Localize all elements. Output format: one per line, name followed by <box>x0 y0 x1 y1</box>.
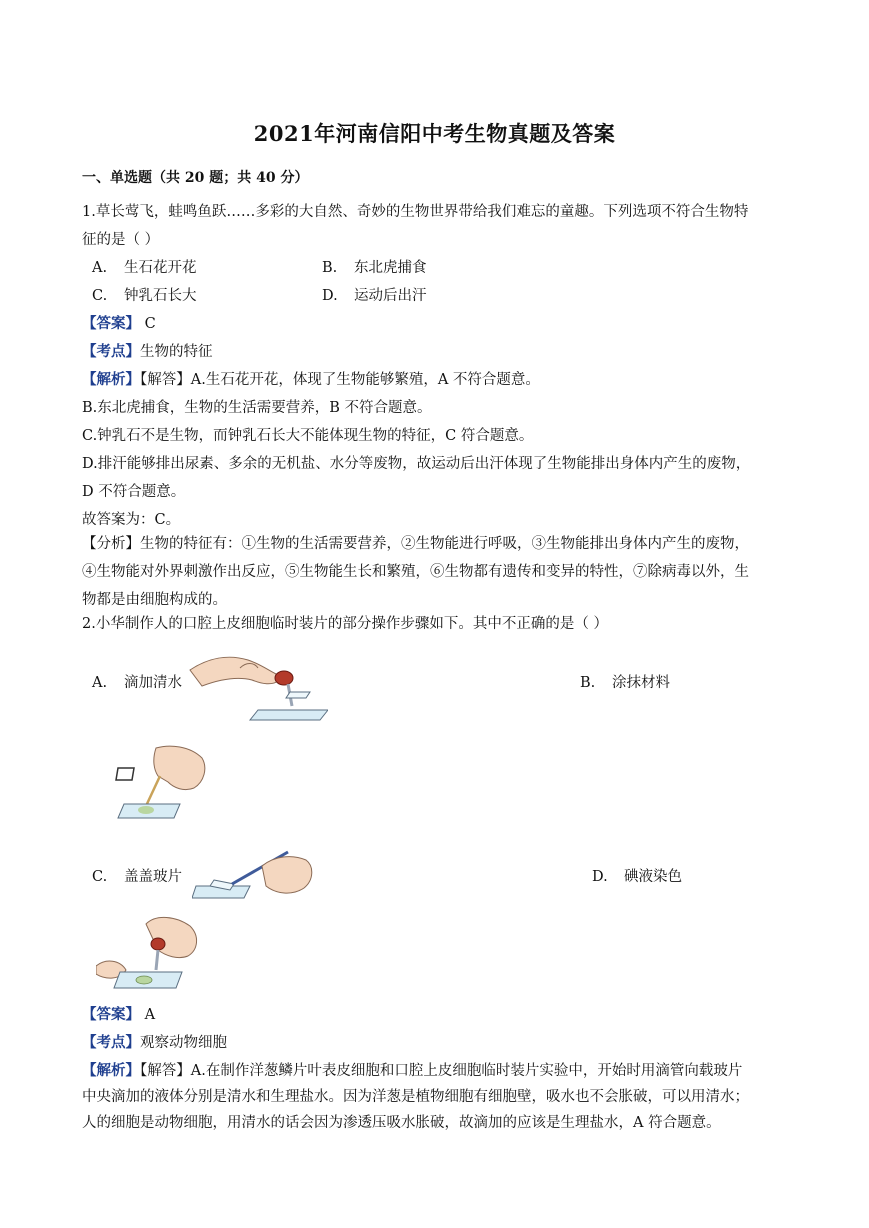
option-text: 涂抹材料 <box>612 675 670 691</box>
point-tag: 【考点】 <box>82 343 140 360</box>
q2-analysis-line2: 中央滴加的液体分别是清水和生理盐水。因为洋葱是植物细胞有细胞壁，吸水也不会胀破，可以用清水； <box>82 1089 749 1105</box>
q1-stem-line1: 1.草长莺飞，蛙鸣鱼跃……多彩的大自然、奇妙的生物世界带给我们难忘的童趣。下列选项不符合生物特 <box>82 204 749 220</box>
analysis-text: 【解答】A.生石花开花，体现了生物能够繁殖，A 不符合题意。 <box>140 372 540 388</box>
answer-tag: 【答案】 <box>82 1006 140 1023</box>
answer-value: C <box>140 316 156 332</box>
option-letter: C. <box>92 869 108 885</box>
q1-point <box>82 341 782 363</box>
answer-value: A <box>140 1007 156 1023</box>
point-value: 生物的特征 <box>140 344 213 360</box>
q2-option-b <box>580 672 670 694</box>
option-letter: D. <box>592 869 608 885</box>
q1-option-b <box>322 257 427 279</box>
q1-analysis-line7: 【分析】生物的特征有：①生物的生活需要营养，②生物能进行呼吸，③生物能排出身体内产生的废物， <box>82 536 749 552</box>
option-text: 运动后出汗 <box>354 288 427 304</box>
option-letter: C. <box>92 288 108 304</box>
option-letter: D. <box>322 288 338 304</box>
q1-analysis-line4: D.排汗能够排出尿素、多余的无机盐、水分等废物，故运动后出汗体现了生物能排出身体内产生的废物， <box>82 456 751 472</box>
option-letter: A. <box>92 675 108 691</box>
option-text: 生石花开花 <box>124 260 197 276</box>
q1-analysis-line6: 故答案为：C。 <box>82 512 181 528</box>
option-text: 滴加清水 <box>124 675 182 691</box>
q2-stem: 2.小华制作人的口腔上皮细胞临时装片的部分操作步骤如下。其中不正确的是（ ） <box>82 616 608 632</box>
analysis-tag: 【解析】 <box>82 1062 140 1079</box>
analysis-tag: 【解析】 <box>82 371 140 388</box>
option-letter: B. <box>322 260 338 276</box>
option-letter: A. <box>92 260 108 276</box>
q1-analysis-line5: D 不符合题意。 <box>82 484 186 500</box>
q1-option-d <box>322 285 427 307</box>
q1-analysis-line9: 物都是由细胞构成的。 <box>82 592 227 608</box>
option-text: 盖盖玻片 <box>124 869 182 885</box>
smear-material-illustration <box>110 740 210 824</box>
q1-analysis-line1 <box>82 369 782 391</box>
answer-tag: 【答案】 <box>82 315 140 332</box>
point-value: 观察动物细胞 <box>140 1035 227 1051</box>
option-letter: B. <box>580 675 596 691</box>
dropper-slide-illustration <box>188 640 328 724</box>
q2-analysis-line1 <box>82 1060 782 1082</box>
analysis-text: 【解答】A.在制作洋葱鳞片叶表皮细胞和口腔上皮细胞临时装片实验中，开始时用滴管向载玻片 <box>140 1063 743 1079</box>
q1-option-a <box>92 257 197 279</box>
q2-point <box>82 1032 782 1054</box>
q1-analysis-line8: ④生物能对外界刺激作出反应，⑤生物能生长和繁殖，⑥生物都有遗传和变异的特性，⑦除病毒以外，生 <box>82 564 749 580</box>
q1-analysis-line3: C.钟乳石不是生物，而钟乳石长大不能体现生物的特征，C 符合题意。 <box>82 428 534 444</box>
section-heading: 一、单选题（共 20 题；共 40 分） <box>82 170 309 186</box>
q2-answer <box>82 1004 782 1026</box>
iodine-staining-illustration <box>96 914 208 998</box>
q1-answer <box>82 313 782 335</box>
q2-option-a <box>92 672 182 694</box>
q2-analysis-line3: 人的细胞是动物细胞，用清水的话会因为渗透压吸水胀破，故滴加的应该是生理盐水，A 符合题意。 <box>82 1115 721 1131</box>
point-tag: 【考点】 <box>82 1034 140 1051</box>
q1-option-c <box>92 285 197 307</box>
coverslip-illustration <box>192 846 316 904</box>
option-text: 东北虎捕食 <box>354 260 427 276</box>
q1-analysis-line2: B.东北虎捕食，生物的生活需要营养，B 不符合题意。 <box>82 400 432 416</box>
option-text: 钟乳石长大 <box>124 288 197 304</box>
q2-option-c <box>92 866 182 888</box>
option-text: 碘液染色 <box>624 869 682 885</box>
q1-stem-line2: 征的是（ ） <box>82 232 160 248</box>
page-title: 2021年河南信阳中考生物真题及答案 <box>253 121 616 146</box>
q2-option-d <box>592 866 682 888</box>
